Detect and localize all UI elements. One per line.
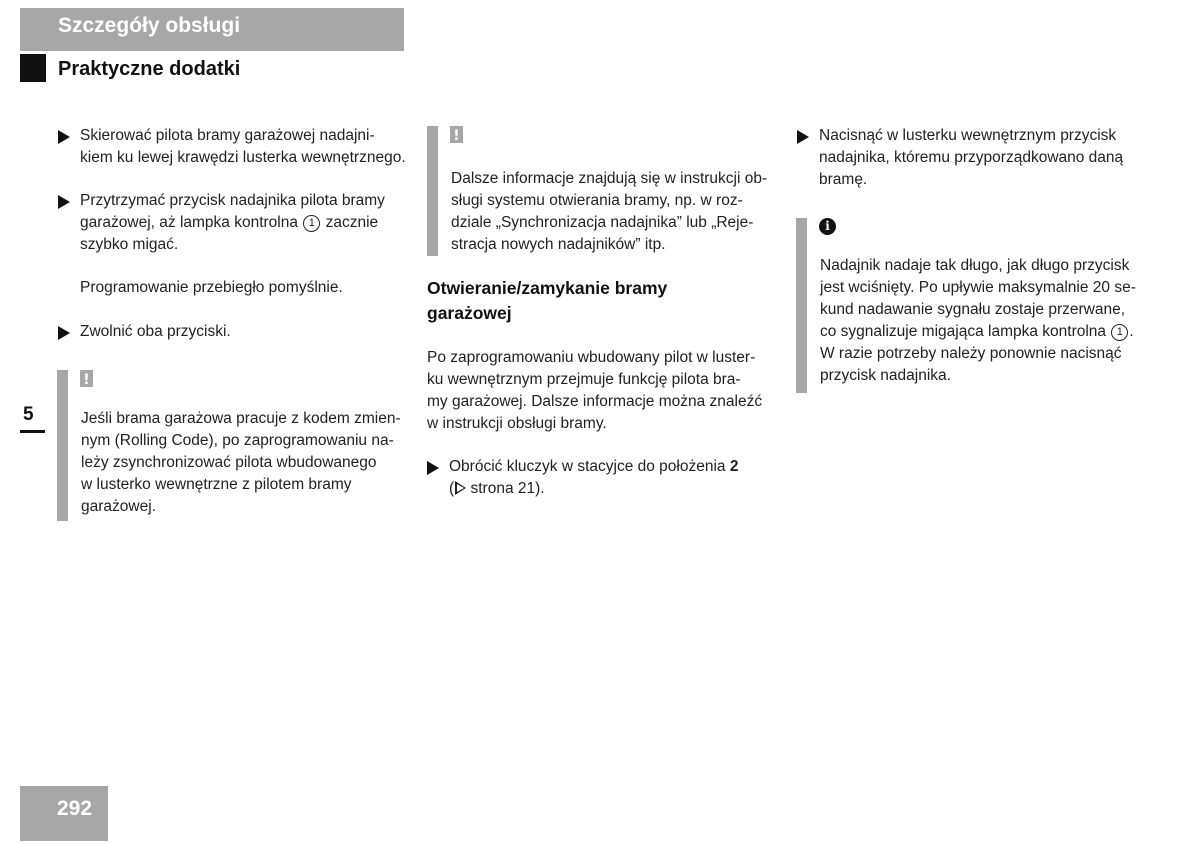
note-line: leży zsynchronizować pilota wbudowanego: [81, 454, 377, 471]
paren-open: (: [449, 480, 455, 497]
note-line: w lusterko wewnętrzne z pilotem bramy: [81, 476, 352, 493]
chapter-number: 5: [23, 404, 34, 425]
step-line: [80, 212, 385, 234]
result-text: Programowanie przebiegło pomyślnie.: [80, 279, 343, 296]
note-line: kund nadawanie sygnału zostaje przerwane,: [820, 301, 1126, 318]
step-line: kiem ku lewej krawędzi lusterka wewnętrznego.: [80, 149, 406, 166]
indicator-lamp-1-icon: 1: [1111, 324, 1128, 341]
page-number-box: [20, 786, 108, 841]
note-line: stracja nowych nadajników” itp.: [451, 236, 666, 253]
step-arrow-icon: [58, 326, 70, 340]
step-line: [449, 478, 738, 500]
note-line: [820, 321, 1136, 343]
section-title: Praktyczne dodatki: [58, 58, 241, 80]
note-line: Dalsze informacje znajdują się w instrukcji ob-: [451, 170, 768, 187]
warning-note: [57, 370, 418, 521]
note-line: Nadajnik nadaje tak długo, jak długo przycisk: [820, 257, 1130, 274]
note-line: garażowej.: [81, 498, 156, 515]
step-line: [449, 456, 738, 478]
info-note: [796, 218, 1167, 393]
step-line: Skierować pilota bramy garażowej nadajni-: [80, 127, 375, 144]
body-paragraph: [427, 347, 787, 435]
step-arrow-icon: [58, 195, 70, 209]
note-line: Jeśli brama garażowa pracuje z kodem zmien-: [81, 410, 401, 427]
step-arrow-icon: [427, 461, 439, 475]
note-line: dziale „Synchronizacja nadajnika” lub „Reje-: [451, 214, 754, 231]
para-line: Po zaprogramowaniu wbudowany pilot w luster-: [427, 349, 756, 366]
step-arrow-icon: [797, 130, 809, 144]
step-line: Przytrzymać przycisk nadajnika pilota bramy: [80, 192, 385, 209]
step-text: zacznie: [325, 214, 379, 231]
chapter-tab-underline: [20, 430, 45, 433]
step-text: garażowej, aż lampka kontrolna: [80, 214, 298, 231]
warning-icon: [80, 370, 93, 387]
warning-note: [427, 126, 788, 256]
note-text: .: [1129, 323, 1134, 340]
page-reference: strona 21).: [470, 480, 545, 497]
ignition-position: 2: [729, 458, 739, 475]
step-line: Zwolnić oba przyciski.: [80, 323, 231, 340]
chapter-tab: [20, 398, 45, 432]
indicator-lamp-1-icon: 1: [303, 215, 320, 232]
info-icon: i: [819, 218, 836, 235]
page-number: 292: [57, 797, 93, 820]
chapter-title: Szczegóły obsługi: [58, 14, 241, 37]
step-line: nadajnika, któremu przyporządkowano daną: [819, 149, 1124, 166]
para-line: ku wewnętrznym przejmuje funkcję pilota bra-: [427, 371, 741, 388]
page-reference-icon: [454, 481, 466, 495]
warning-icon: [450, 126, 463, 143]
note-line: nym (Rolling Code), po zaprogramowaniu na-: [81, 432, 394, 449]
note-line: jest wciśnięty. Po upływie maksymalnie 20 se-: [820, 279, 1136, 296]
step-line: bramę.: [819, 171, 868, 188]
note-line: W razie potrzeby należy ponownie nacisnąć: [820, 345, 1122, 362]
note-line: przycisk nadajnika.: [820, 367, 951, 384]
step-line: Nacisnąć w lusterku wewnętrznym przycisk: [819, 127, 1117, 144]
heading-line: Otwieranie/zamykanie bramy: [427, 278, 668, 298]
step-arrow-icon: [58, 130, 70, 144]
note-text: co sygnalizuje migająca lampka kontrolna: [820, 323, 1107, 340]
section-marker: [20, 54, 46, 82]
step-line: szybko migać.: [80, 236, 179, 253]
step-text: Obrócić kluczyk w stacyjce do położenia: [449, 458, 726, 475]
note-line: sługi systemu otwierania bramy, np. w roz-: [451, 192, 743, 209]
subsection-heading: [427, 276, 667, 326]
para-line: w instrukcji obsługi bramy.: [427, 415, 607, 432]
chapter-header-bar: [20, 8, 404, 51]
para-line: my garażowej. Dalsze informacje można znaleźć: [427, 393, 763, 410]
heading-line: garażowej: [427, 303, 512, 323]
